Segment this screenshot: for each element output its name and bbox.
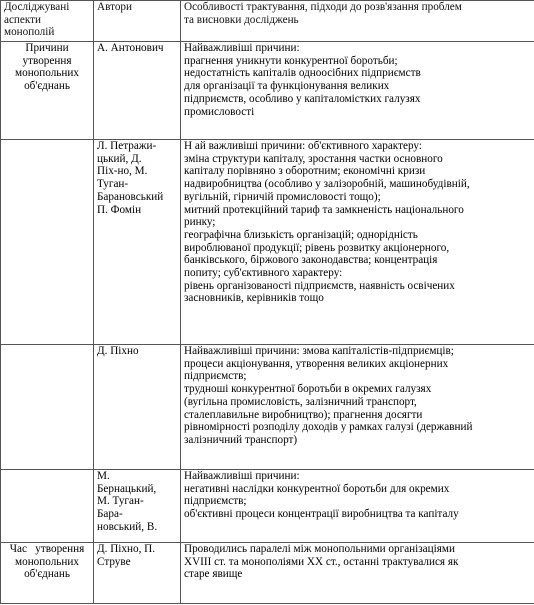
aspect-cell (1, 42, 94, 140)
table-row (1, 345, 534, 470)
aspect-line: Час утворення (9, 543, 85, 555)
description-line: рівень організованості підприємств, наявність освічених (184, 279, 455, 292)
description-line: ринку; (184, 216, 216, 229)
table-row (1, 543, 534, 604)
description-line: Найважливіші причини: (184, 42, 300, 54)
header-aspects-line: Досліджувані (4, 1, 70, 13)
description-line: вугільній, гірничій промисловості тощо); (184, 190, 381, 203)
description-line: надвиробництва (особливо у залізоробній, машинобудівній, (184, 178, 470, 191)
header-features-line: та висновки досліджень (184, 13, 299, 26)
description-line: капіталу порівняно з оборотним; економічні кризи (184, 165, 426, 178)
description-line: об'єктивні процеси концентрації виробництва та капіталу (184, 508, 459, 521)
description-line: для організації та функціонування великих (184, 80, 390, 93)
aspect-cell (1, 543, 94, 604)
description-line: прагнення уникнути конкурентної боротьби; (184, 54, 398, 67)
description-line: Проводились паралелі між монопольними організаціями (184, 543, 455, 555)
header-aspects-line: монополій (4, 26, 55, 39)
authors-line: А. Антонович (97, 42, 164, 54)
authors-line: Струве (97, 555, 131, 568)
authors-cell (94, 42, 181, 140)
description-line: банківського, біржового законодавства; концентрація (184, 254, 438, 267)
authors-line: Бернацький, (97, 482, 157, 495)
description-line: підприємств; (184, 495, 247, 508)
aspect-line: утворення (22, 54, 72, 67)
authors-cell (94, 345, 181, 470)
table-row (1, 470, 534, 543)
aspect-line: монопольних (15, 555, 79, 568)
header-authors (94, 1, 181, 42)
authors-line: Д. Піхно, П. (97, 543, 156, 555)
description-line: промисловості (184, 105, 255, 118)
authors-line: Д. Піхно (97, 345, 139, 357)
description-line: (вугільна промисловість, залізничний транспорт, (184, 395, 417, 408)
authors-line: новський, В. (97, 520, 158, 533)
description-line: підприємств, особливо у капіталомістких галузях (184, 92, 421, 105)
aspect-line: об'єднань (24, 80, 70, 93)
header-features-line: Особливості трактування, підходи до розв'язання проблем (184, 1, 462, 13)
authors-line: Бара- (97, 508, 123, 521)
aspect-cell (1, 345, 94, 470)
aspect-line: Причини (25, 42, 69, 54)
description-cell (181, 470, 534, 543)
description-line: XVIII ст. та монополіями XX ст., останні трактувалися як (184, 555, 459, 568)
description-line: трудноші конкурентної боротьби в окремих галузях (184, 383, 432, 396)
table-row (1, 42, 534, 140)
description-line: сталеплавильне виробництво); прагнення досягти (184, 408, 423, 421)
description-line: географічна близькість організацій; однорідність (184, 228, 418, 241)
authors-line: П. Фомін (97, 203, 142, 216)
header-aspects (1, 1, 94, 42)
description-line: зміна структури капіталу, зростання частки основного (184, 152, 443, 165)
description-line: недостатність капіталів одноосібних підприємств (184, 67, 421, 80)
description-line: негативні наслідки конкурентної боротьби для окремих (184, 482, 450, 495)
description-line: залізничний транспорт) (184, 433, 298, 446)
header-row (1, 1, 534, 42)
authors-cell (94, 470, 181, 543)
description-line: Н ай важливіші причини: об'єктивного характеру: (184, 140, 422, 152)
header-features (181, 1, 534, 42)
authors-line: цький, Д. (97, 152, 142, 165)
authors-cell (94, 140, 181, 345)
aspect-cell (1, 470, 94, 543)
description-line: попиту; суб'єктивного характеру: (184, 267, 343, 280)
description-line: процеси акціонування, утворення великих акціонерних (184, 357, 449, 370)
authors-line: Піх-но, М. (97, 165, 148, 178)
description-line: вироблюваної продукції; рівень розвитку акціонерного, (184, 241, 450, 254)
aspect-line: монопольних (15, 67, 79, 80)
description-line: Найважливіші причини: змова капіталістів-підприємців; (184, 345, 454, 357)
description-line: засновників, керівників тощо (184, 292, 324, 305)
authors-cell (94, 543, 181, 604)
aspect-cell (1, 140, 94, 345)
authors-line: Барановський (97, 190, 164, 203)
description-line: Найважливіші причини: (184, 470, 300, 482)
description-cell (181, 543, 534, 604)
description-cell (181, 140, 534, 345)
description-cell (181, 42, 534, 140)
table-row (1, 140, 534, 345)
header-aspects-line: аспекти (4, 13, 42, 26)
header-authors-line: Автори (97, 1, 132, 13)
description-line: підприємств; (184, 370, 247, 383)
authors-line: Л. Петражи- (97, 140, 157, 152)
aspect-line: об'єднань (24, 568, 70, 581)
description-line: рівномірності розподілу доходів у рамках галузі (державний (184, 421, 473, 434)
authors-line: Туган- (97, 178, 129, 191)
description-line: митний протекційний тариф та замкненість національного (184, 203, 464, 216)
description-line: старе явище (184, 568, 243, 581)
authors-line: М. (97, 470, 110, 482)
description-cell (181, 345, 534, 470)
authors-line: М. Туган- (97, 495, 144, 508)
